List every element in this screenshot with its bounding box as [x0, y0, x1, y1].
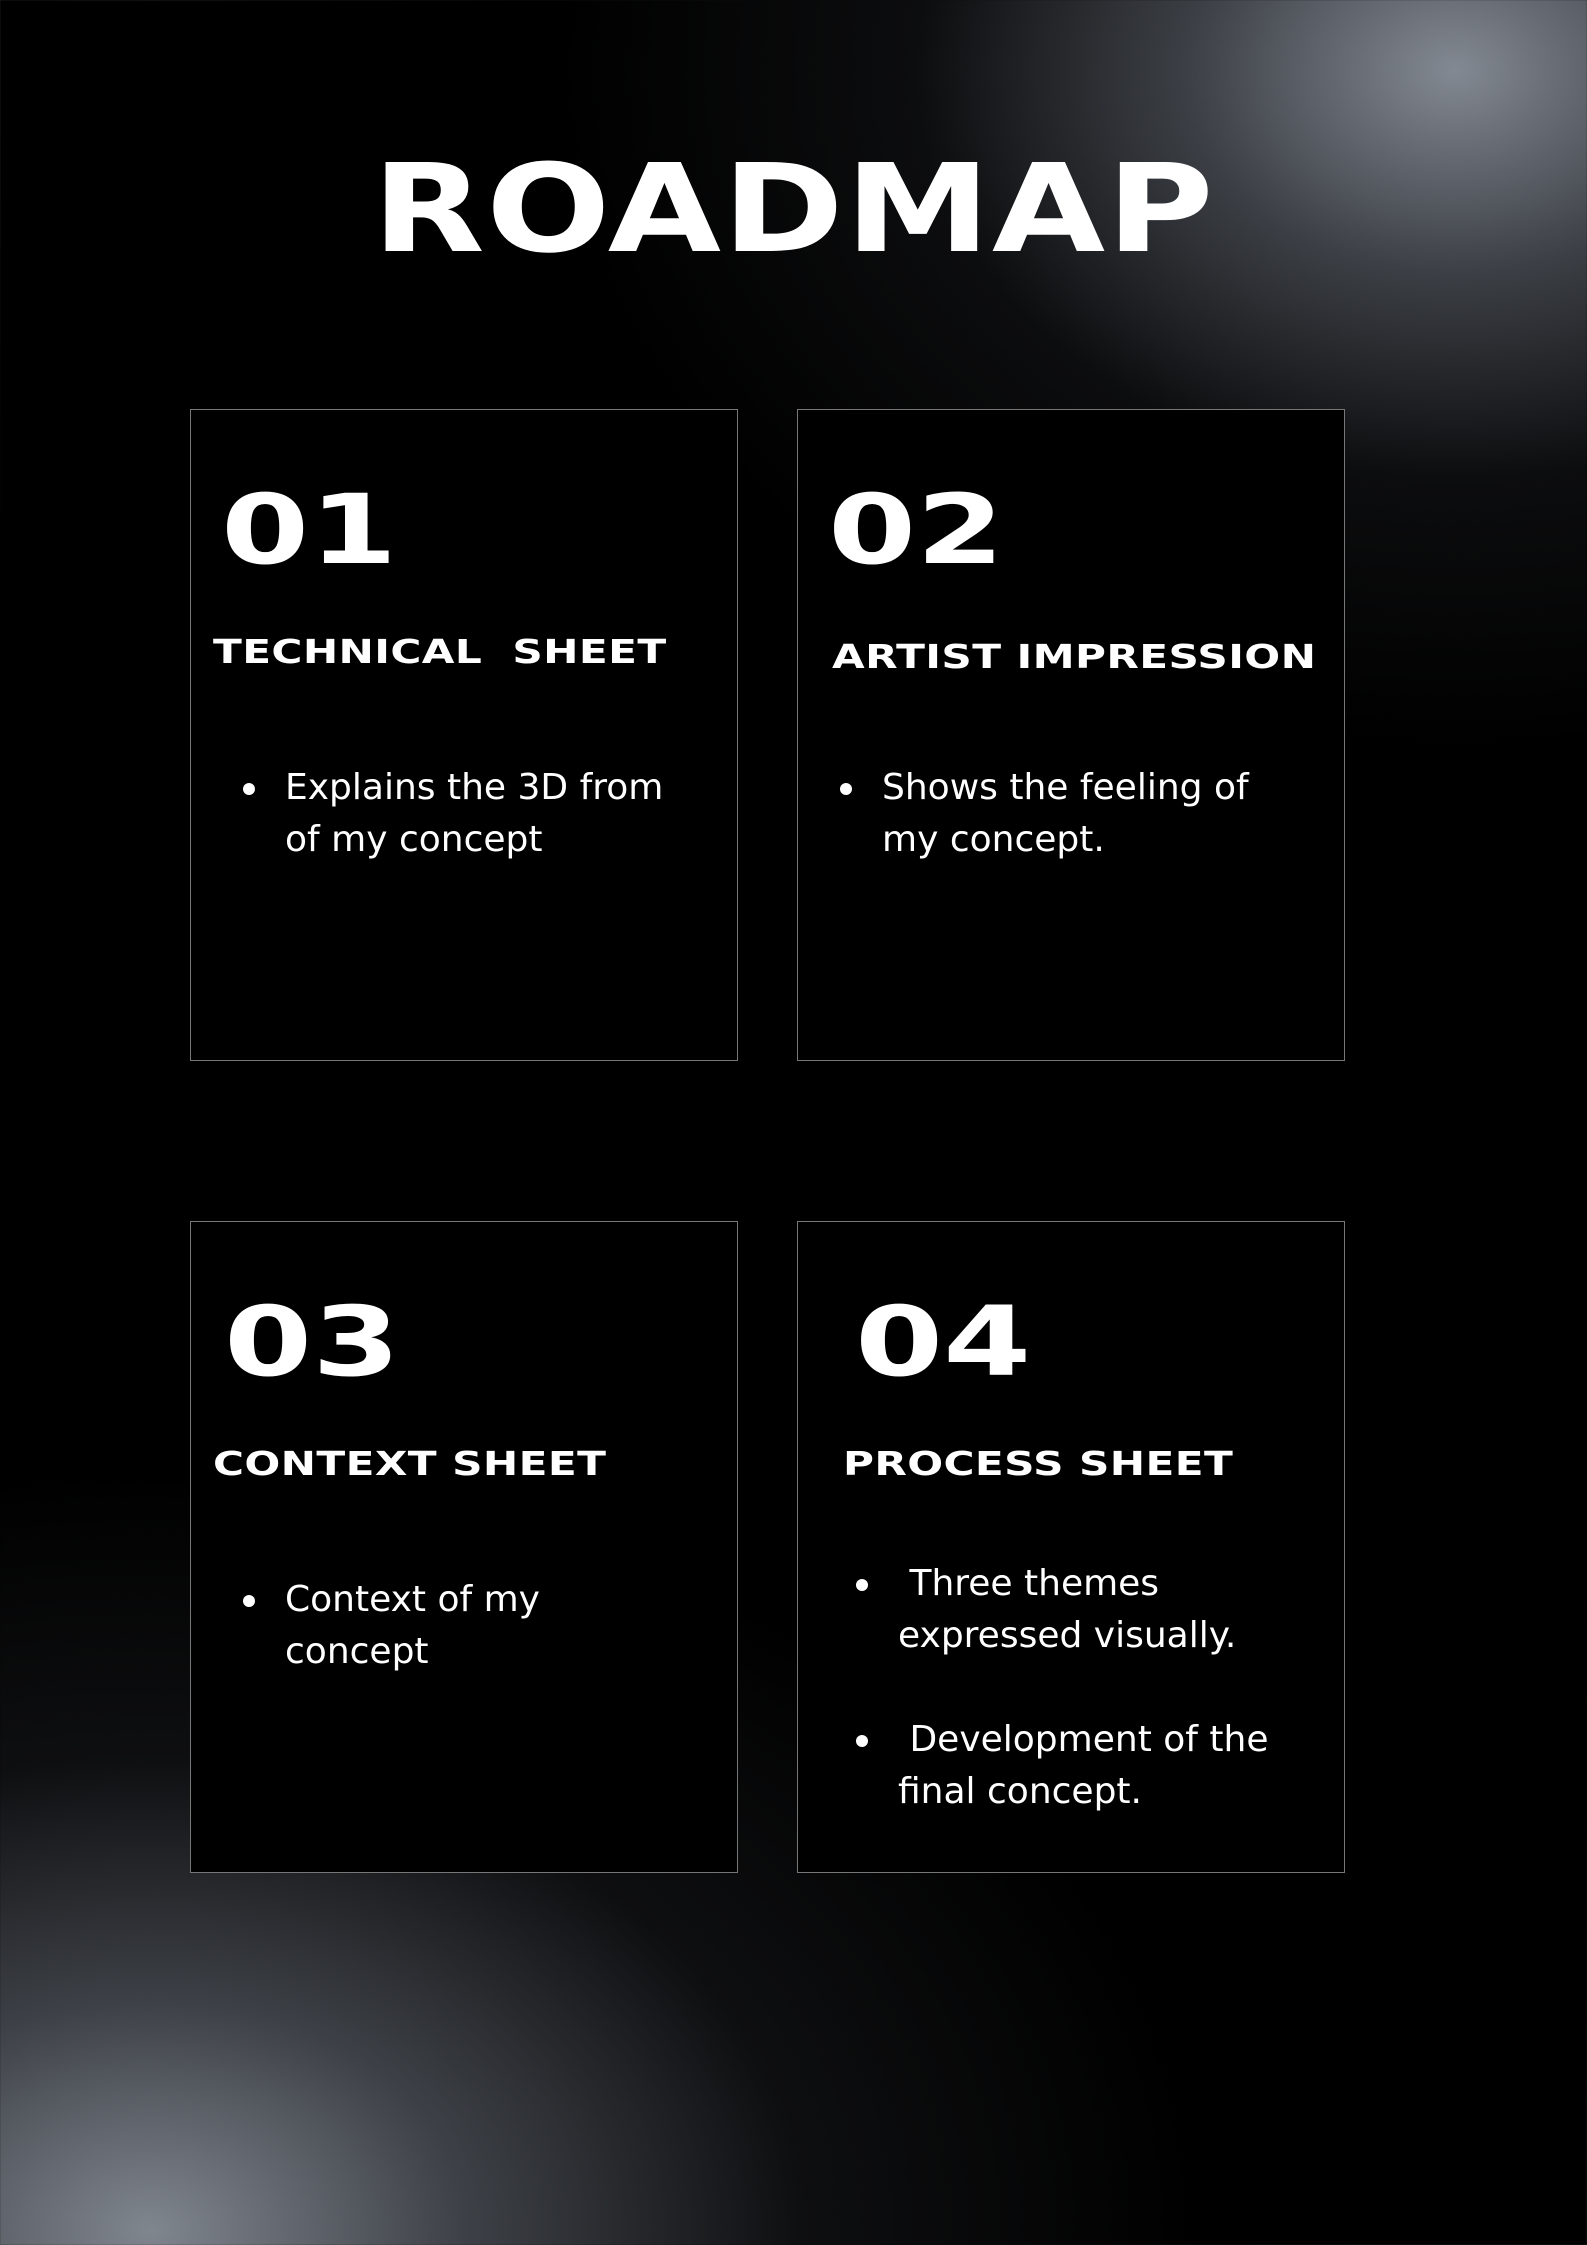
- card-heading: ARTIST IMPRESSION: [832, 637, 1317, 676]
- card-bullet-list: [840, 762, 1249, 866]
- card-heading: PROCESS SHEET: [843, 1444, 1234, 1483]
- list-item: Explains the 3D from of my concept: [243, 762, 663, 866]
- card-bullet-list: [243, 762, 663, 866]
- card-number: 01: [221, 474, 398, 586]
- roadmap-card-1: [190, 409, 738, 1061]
- roadmap-card-3: [190, 1221, 738, 1873]
- card-heading: TECHNICAL SHEET: [213, 632, 667, 671]
- list-item: Shows the feeling of my concept.: [840, 762, 1249, 866]
- list-item: Context of my concept: [243, 1574, 540, 1678]
- card-bullet-list: [243, 1574, 540, 1678]
- card-number: 03: [224, 1286, 401, 1398]
- page-title: ROADMAP: [372, 138, 1215, 280]
- card-heading: CONTEXT SHEET: [213, 1444, 607, 1483]
- card-number: 04: [855, 1286, 1032, 1398]
- card-number: 02: [828, 474, 1005, 586]
- roadmap-card-2: [797, 409, 1345, 1061]
- card-bullet-list: [856, 1558, 1268, 1818]
- roadmap-card-4: [797, 1221, 1345, 1873]
- list-item: Development of the final concept.: [856, 1714, 1268, 1818]
- list-item: Three themes expressed visually.: [856, 1558, 1268, 1662]
